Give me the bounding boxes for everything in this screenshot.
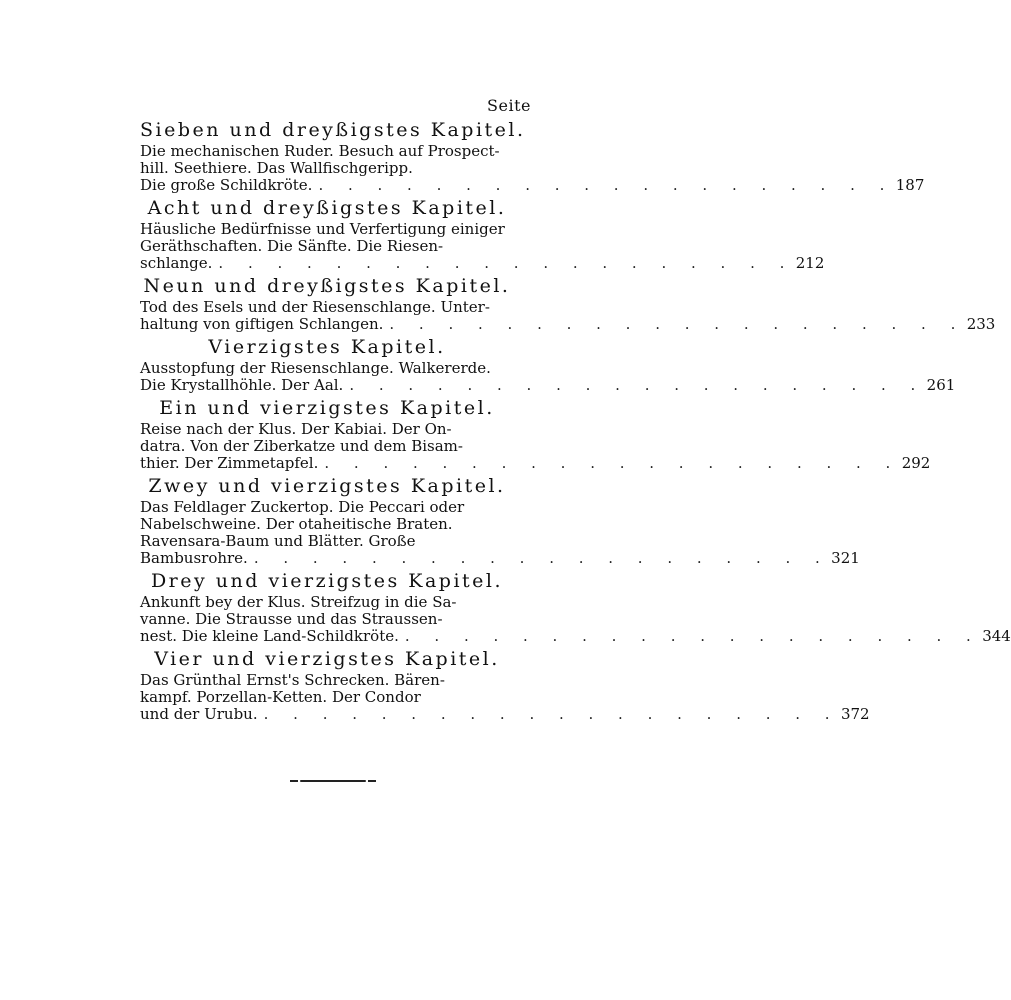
description-line xyxy=(140,594,514,611)
description-text: hill. Seethiere. Das Wallfischgeripp. xyxy=(140,159,413,177)
chapter-description xyxy=(140,671,870,723)
chapter-description xyxy=(140,498,860,567)
page-number: 233 xyxy=(966,315,996,333)
description-text: haltung von giftigen Schlangen. xyxy=(140,315,384,333)
description-line xyxy=(140,611,514,628)
dot-leader: . . . . . . . . . . . . . . . . . . . . xyxy=(324,454,901,472)
page-number: 321 xyxy=(831,549,860,567)
description-text: Die Krystallhöhle. Der Aal. xyxy=(140,376,344,394)
page-number: 372 xyxy=(840,705,870,723)
description-text: Nabelschweine. Der otaheitische Braten. xyxy=(140,515,453,533)
chapter-entry xyxy=(140,196,825,272)
chapter-entry xyxy=(140,118,925,194)
dot-leader: . . . . . . . . . . . . . . . . . . . . xyxy=(218,254,795,272)
description-text: und der Urubu. xyxy=(140,705,258,723)
description-line xyxy=(140,360,514,377)
page-number: 187 xyxy=(895,176,925,194)
description-text: vanne. Die Strausse und das Straussen- xyxy=(140,610,443,628)
description-line xyxy=(140,254,825,272)
description-line xyxy=(140,238,514,255)
chapter-entry xyxy=(140,274,996,333)
description-text: datra. Von der Ziberkatze und dem Bisam- xyxy=(140,437,463,455)
description-text: Bambusrohre. xyxy=(140,549,248,567)
chapter-title: Zwey und vierzigstes Kapitel. xyxy=(148,475,506,497)
description-line xyxy=(140,627,1011,645)
chapter-description xyxy=(140,593,1011,645)
chapter-entry xyxy=(140,396,931,472)
chapter-title: Drey und vierzigstes Kapitel. xyxy=(150,570,504,592)
chapter-title: Vier und vierzigstes Kapitel. xyxy=(154,648,500,670)
chapter-description xyxy=(140,142,925,194)
chapter-description xyxy=(140,298,996,333)
chapter-title: Acht und dreyßigstes Kapitel. xyxy=(147,197,507,219)
description-line xyxy=(140,549,860,567)
dot-leader: . . . . . . . . . . . . . . . . . . . . xyxy=(389,315,966,333)
page-number: 261 xyxy=(926,376,956,394)
description-line xyxy=(140,705,870,723)
chapter-title: Ein und vierzigstes Kapitel. xyxy=(159,397,495,419)
description-line xyxy=(140,299,514,316)
chapter-entry xyxy=(140,569,1011,645)
description-line xyxy=(140,221,514,238)
description-line xyxy=(140,160,514,177)
description-line xyxy=(140,689,514,706)
page-number: 292 xyxy=(901,454,931,472)
description-text: Das Grünthal Ernst's Schrecken. Bären- xyxy=(140,671,445,689)
chapter-entry xyxy=(140,474,860,567)
chapter-entry xyxy=(140,647,870,723)
description-line xyxy=(140,454,931,472)
description-text: schlange. xyxy=(140,254,213,272)
description-text: Geräthschaften. Die Sänfte. Die Riesen- xyxy=(140,237,444,255)
description-text: Häusliche Bedürfnisse und Verfertigung einiger xyxy=(140,220,505,238)
description-line xyxy=(140,376,956,394)
description-text: Ausstopfung der Riesenschlange. Walkererde. xyxy=(140,359,491,377)
description-text: Das Feldlager Zuckertop. Die Peccari oder xyxy=(140,498,465,516)
dot-leader: . . . . . . . . . . . . . . . . . . . . xyxy=(404,627,981,645)
chapter-description xyxy=(140,359,956,394)
page-number: 212 xyxy=(795,254,825,272)
chapter-title: Vierzigstes Kapitel. xyxy=(208,336,446,358)
dot-leader: . . . . . . . . . . . . . . . . . . . . xyxy=(253,549,830,567)
description-text: Tod des Esels und der Riesenschlange. Unter- xyxy=(140,298,490,316)
description-line xyxy=(140,533,514,550)
dot-leader: . . . . . . . . . . . . . . . . . . . . xyxy=(318,176,895,194)
description-line xyxy=(140,421,514,438)
description-text: thier. Der Zimmetapfel. xyxy=(140,454,319,472)
description-line xyxy=(140,143,514,160)
chapter-entry xyxy=(140,335,956,394)
description-text: Ravensara-Baum und Blätter. Große xyxy=(140,532,416,550)
description-text: nest. Die kleine Land-Schildkröte. xyxy=(140,627,399,645)
chapter-description xyxy=(140,220,825,272)
description-text: Reise nach der Klus. Der Kabiai. Der On- xyxy=(140,420,452,438)
chapter-title: Neun und dreyßigstes Kapitel. xyxy=(143,275,511,297)
description-text: Die mechanischen Ruder. Besuch auf Prospect- xyxy=(140,142,500,160)
description-text: Ankunft bey der Klus. Streifzug in die Sa- xyxy=(140,593,457,611)
description-line xyxy=(140,672,514,689)
closing-rule xyxy=(300,780,366,782)
description-line xyxy=(140,176,925,194)
description-line xyxy=(140,499,514,516)
page-number: 344 xyxy=(982,627,1011,645)
description-line xyxy=(140,516,514,533)
chapter-description xyxy=(140,420,931,472)
description-text: kampf. Porzellan-Ketten. Der Condor xyxy=(140,688,421,706)
description-line xyxy=(140,315,996,333)
seite-label: Seite xyxy=(487,96,531,115)
table-of-contents xyxy=(140,118,1011,725)
dot-leader: . . . . . . . . . . . . . . . . . . . . xyxy=(263,705,840,723)
description-line xyxy=(140,438,514,455)
dot-leader: . . . . . . . . . . . . . . . . . . . . xyxy=(349,376,926,394)
chapter-title: Sieben und dreyßigstes Kapitel. xyxy=(140,119,526,141)
description-text: Die große Schildkröte. xyxy=(140,176,313,194)
